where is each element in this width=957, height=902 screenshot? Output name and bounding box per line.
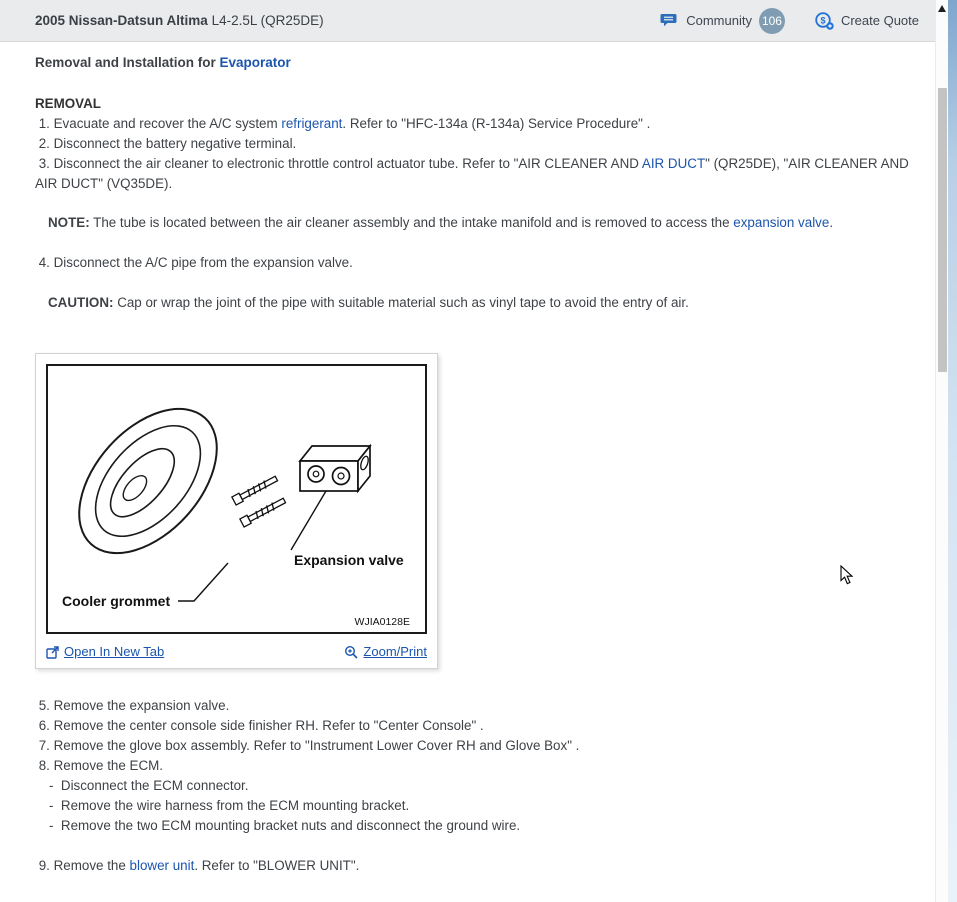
evaporator-link[interactable]: Evaporator [219,55,291,70]
figure-code: WJIA0128E [354,616,410,628]
caution-block [48,293,927,313]
bold-label: NOTE: [48,215,90,230]
inline-link[interactable]: blower unit [129,858,195,873]
text-span: 8. Remove the ECM. [35,758,164,773]
text-span: 4. Disconnect the A/C pipe from the expansion valve. [35,255,353,270]
community-icon [660,13,679,29]
text-span: . Refer to "HFC-134a (R-134a) Service Procedure" . [342,116,651,131]
step-3 [35,154,927,194]
text-span: " (QR25DE), "AIR CLEANER AND AIR DUCT" (VQ35DE). [35,156,912,191]
figure-card [35,353,438,669]
figure-links-row [46,634,427,662]
inline-link[interactable]: expansion valve [733,215,830,230]
create-quote-icon [815,12,834,30]
page-title [35,53,927,73]
diagram-image[interactable] [46,364,427,634]
text-span: - Remove the two ECM mounting bracket nuts and disconnect the ground wire. [49,818,521,833]
steps-bottom [35,696,927,876]
step-7 [35,736,927,756]
create-quote-button[interactable] [815,12,919,30]
page-title-text: Removal and Installation for [35,55,220,70]
label-expansion-valve: Expansion valve [294,552,404,568]
section-title: REMOVAL [35,96,101,111]
step-8-sub-2 [35,796,927,816]
step-8 [35,756,927,776]
vehicle-title [35,13,324,28]
vehicle-title-bold: 2005 Nissan-Datsun Altima [35,13,208,28]
create-quote-label: Create Quote [840,13,919,28]
open-in-new-tab-label: Open In New Tab [64,644,165,659]
text-span: The tube is located between the air cleaner assembly and the intake manifold and is removed to access the [89,215,734,230]
label-cooler-grommet: Cooler grommet [62,593,171,609]
step-2 [35,134,927,154]
step-1 [35,114,927,134]
community-button[interactable] [660,8,785,34]
text-span: - Disconnect the ECM connector. [49,778,249,793]
text-span: 3. Disconnect the air cleaner to electronic throttle control actuator tube. Refer to "AIR CLEANER AND [35,156,642,171]
text-span: Cap or wrap the joint of the pipe with suitable material such as vinyl tape to avoid the entry of air. [113,295,689,310]
zoom-print-link[interactable] [344,642,427,662]
step-8-sub-1 [35,776,927,796]
open-in-new-icon [46,646,59,659]
vehicle-title-rest: L4-2.5L (QR25DE) [207,13,324,28]
evaporator-diagram-svg [48,366,425,632]
header-actions [660,8,919,34]
step-6 [35,716,927,736]
inline-link[interactable]: AIR DUCT [641,156,706,171]
zoom-print-label: Zoom/Print [363,644,427,659]
text-span: 2. Disconnect the battery negative terminal. [35,136,297,151]
step-4 [35,253,927,273]
community-count-badge: 106 [759,8,785,34]
zoom-icon [344,645,358,659]
step-9 [35,856,927,876]
open-in-new-tab-link[interactable] [46,642,164,662]
scrollbar-up-arrow[interactable] [938,5,946,12]
step-5 [35,696,927,716]
community-label: Community [686,13,752,28]
text-span: 9. Remove the [35,858,130,873]
bolt-1 [232,474,279,504]
text-span: . Refer to "BLOWER UNIT". [194,858,360,873]
text-span: - Remove the wire harness from the ECM mounting bracket. [49,798,410,813]
text-span: 5. Remove the expansion valve. [35,698,230,713]
text-span: 6. Remove the center console side finisher RH. Refer to "Center Console" . [35,718,484,733]
inline-link[interactable]: refrigerant [281,116,343,131]
bolt-2 [240,496,287,526]
article-content [0,42,935,902]
header-bar [0,0,935,42]
text-span: 7. Remove the glove box assembly. Refer to "Instrument Lower Cover RH and Glove Box" . [35,738,580,753]
steps-top [35,114,927,313]
bold-label: CAUTION: [48,295,114,310]
text-span: 1. Evacuate and recover the A/C system [35,116,282,131]
scrollbar[interactable] [935,0,948,902]
text-span: . [829,215,834,230]
scrollbar-thumb[interactable] [938,88,947,372]
note-block [48,213,927,233]
svg-text:$: $ [820,14,826,25]
step-8-sub-3 [35,816,927,836]
